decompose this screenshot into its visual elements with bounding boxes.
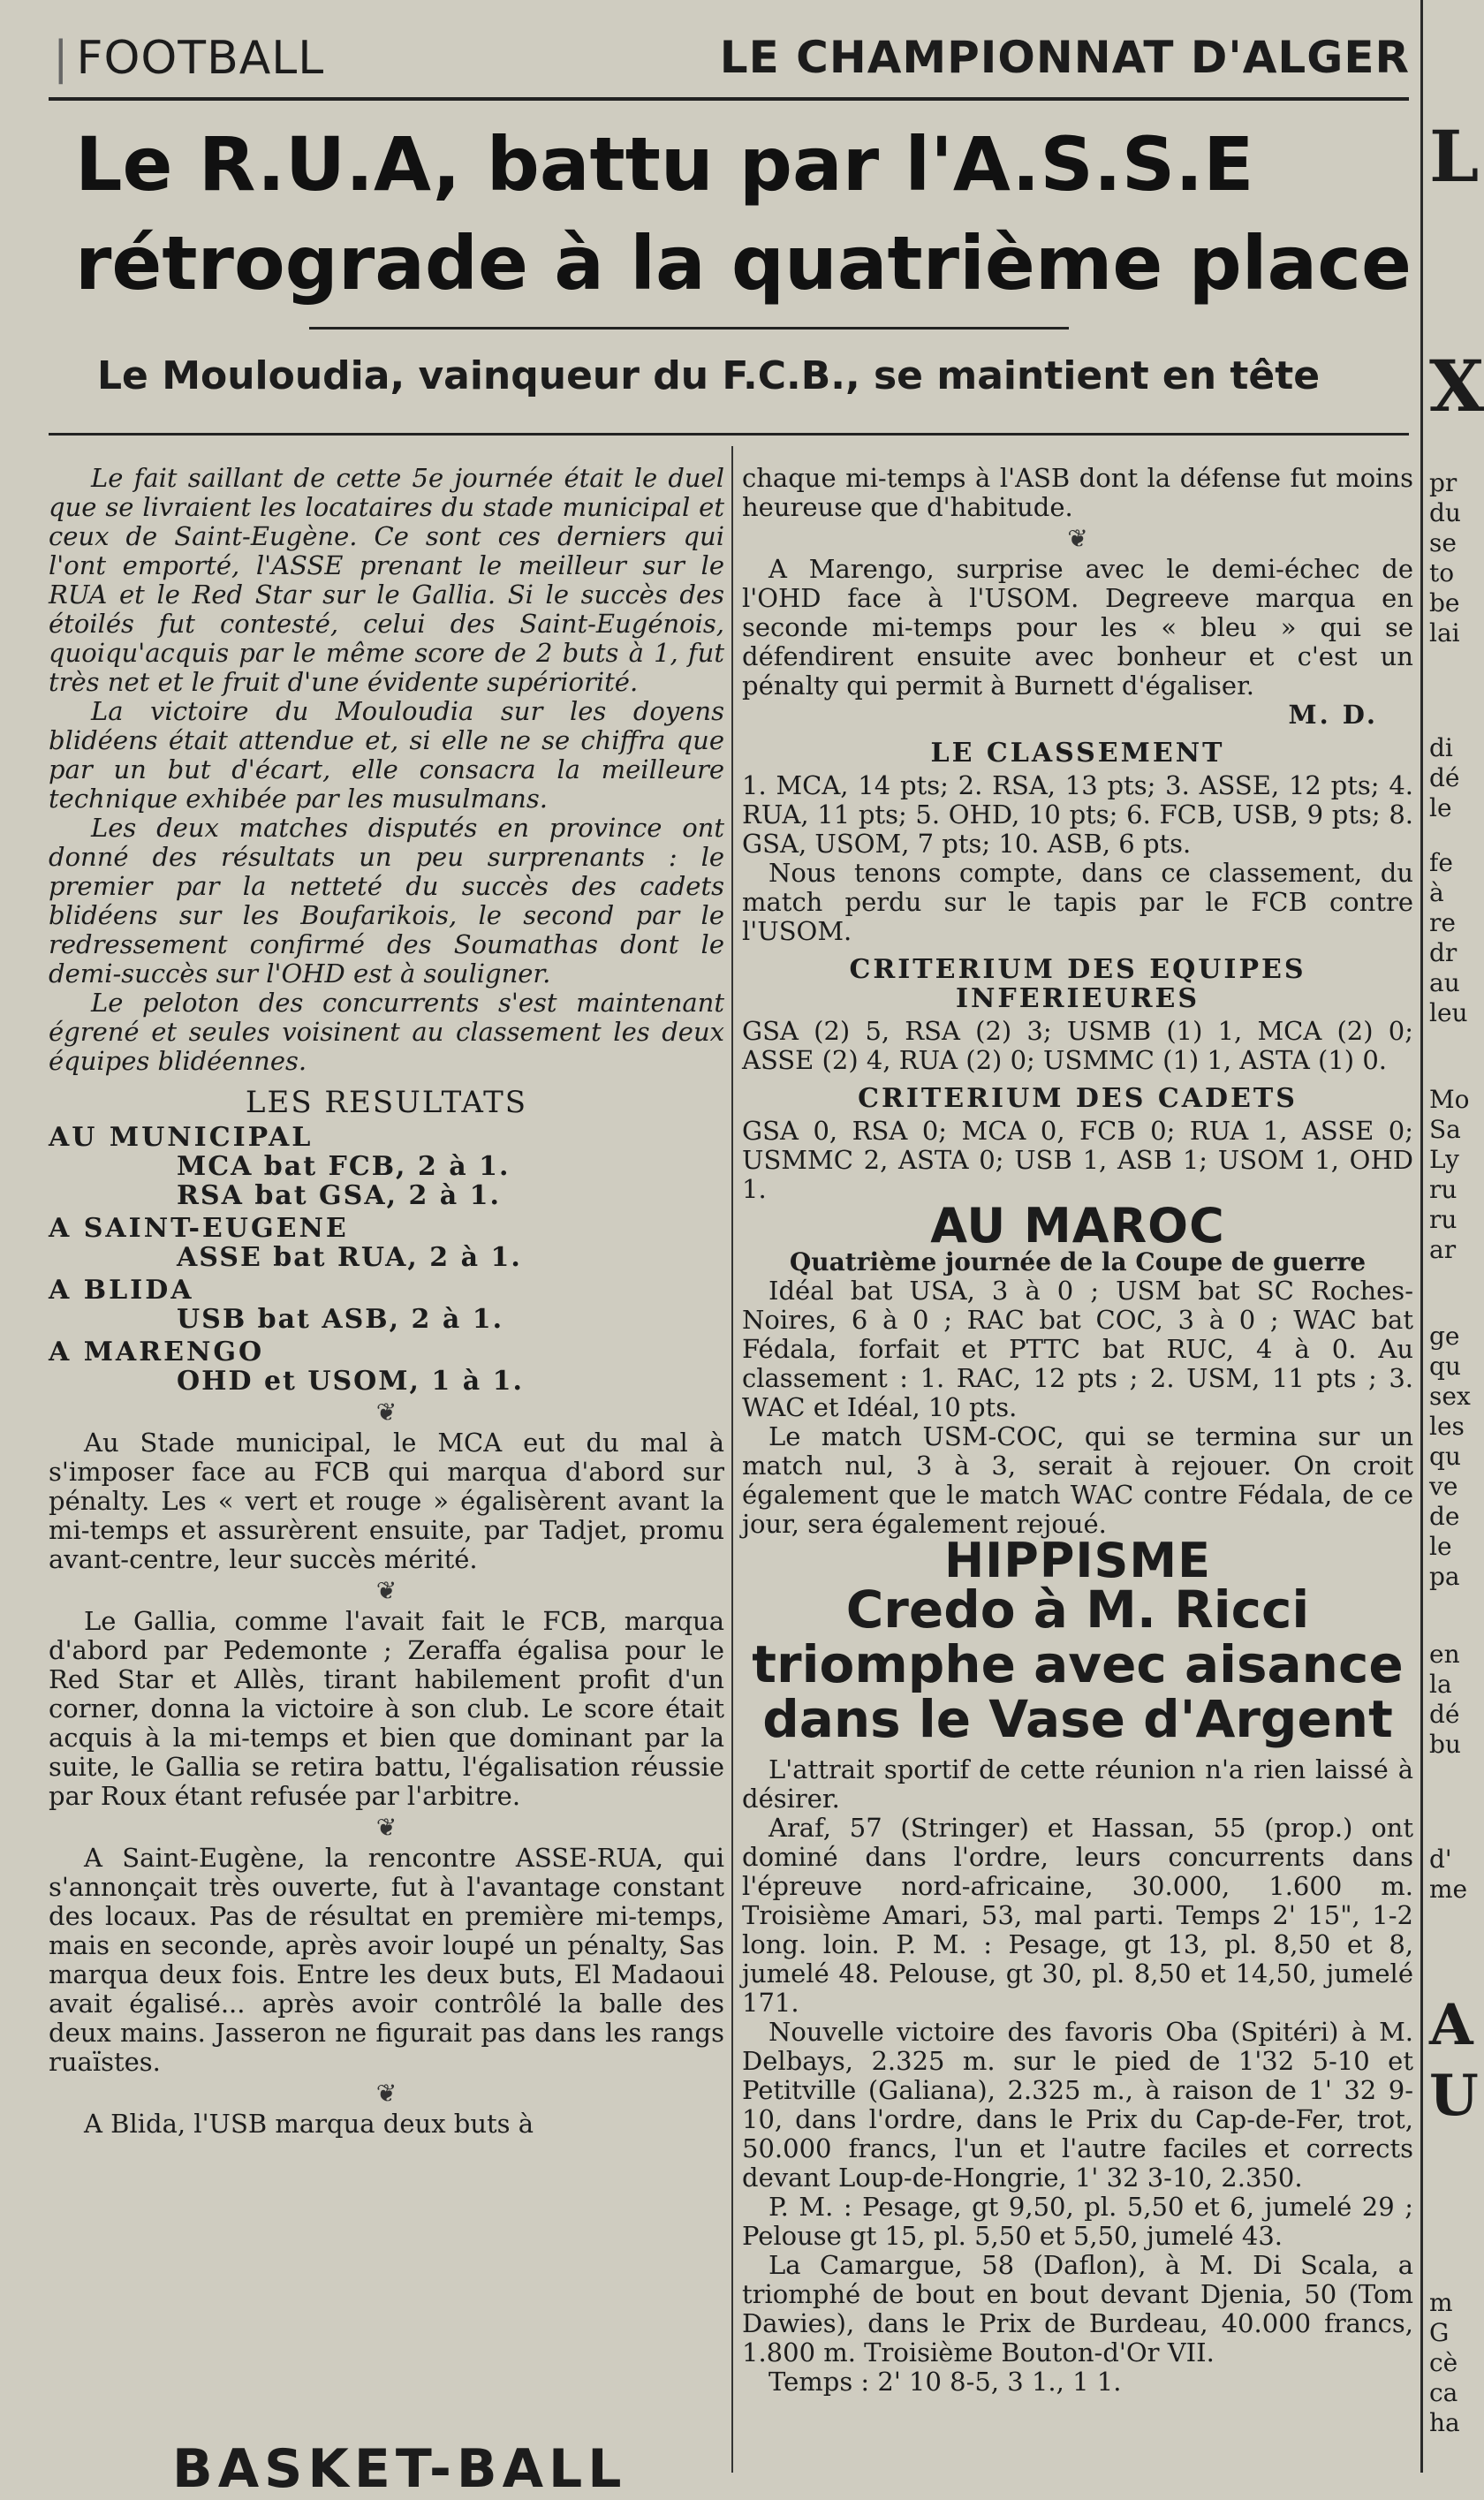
ornament-icon: ❦ [375,1813,398,1842]
basketball-heading: BASKET-BALL [172,2438,627,2500]
fragment-text: X [1429,345,1484,428]
fragment-text: ge [1429,1322,1460,1351]
race-headline-line: triomphe avec aisance [752,1634,1404,1694]
headline [75,115,1427,313]
fragment-text: ru [1429,1175,1458,1204]
report-paragraph: Au Stade municipal, le MCA eut du mal à s'imposer face au FCB qui marqua d'abord sur pénalty. Les « vert et rouge » égalisèrent avant la mi-temps et assurèrent ensuite, par Tadjet, promu avant-centre, leur succès mérité. [49,1428,724,1574]
reserves-results: GSA (2) 5, RSA (2) 3; USMB (1) 1, MCA (2) 0; ASSE (2) 4, RUA (2) 0; USMMC (1) 1, ASTA (1) 0. [742,1016,1413,1075]
fragment-text: di [1429,733,1453,762]
venue-heading: A MARENGO [49,1337,265,1367]
fragment-text: pr [1429,468,1458,497]
fragment-text: en [1429,1640,1460,1669]
subhead-rule [49,433,1409,436]
fragment-text: pa [1429,1562,1460,1591]
fragment-text: sex [1429,1382,1471,1411]
match-reports [49,1398,724,2139]
fragment-text: ha [1429,2408,1460,2437]
marengo-paragraph: A Marengo, surprise avec le demi-échec de l'OHD face à l'USOM. Degreeve marqua en seconde mi-temps pour les « bleu » qui se défendirent ensuite avec bonheur et c'est un pénalty qui permit à Burnett d'égaliser. [742,554,1413,701]
author-signature: M. D. [1288,700,1378,730]
column-divider [731,446,733,2473]
morocco-title: AU MAROC [930,1198,1225,1254]
fragment-text: bu [1429,1730,1461,1759]
fragment-text: to [1429,558,1455,587]
match-result: MCA bat FCB, 2 à 1. [177,1151,511,1182]
intro-paragraph: Le fait saillant de cette 5e journée était le duel que se livraient les locataires du stade municipal et ceux de Saint-Eugène. Ce sont ces derniers qui l'ont emporté, l'ASSE prenant le meilleur sur le RUA et le Red Star sur le Gallia. Si le succès des étoilés fut contesté, celui des Saint-Eugénois, quoiqu'acquis par le même score de 2 buts à 1, fut très net et le fruit d'une évidente supériorité. [49,463,724,697]
ornament-icon: ❦ [1067,524,1088,553]
top-rule [49,97,1409,101]
subheadline: Le Mouloudia, vainqueur du F.C.B., se maintient en tête [97,353,1321,398]
column-right [742,464,1413,2397]
race-paragraph: P. M. : Pesage, gt 9,50, pl. 5,50 et 6, jumelé 29 ; Pelouse gt 15, pl. 5,50 et 5,50, jumelé 43. [742,2192,1413,2251]
intro-paragraph: La victoire du Mouloudia sur les doyens blidéens était attendue et, si elle ne se chiffra que par un but d'écart, elle consacra la meilleure technique exhibée par les musulmans. [49,696,724,814]
cadets-title: CRITERIUM DES CADETS [858,1083,1298,1114]
morocco-note: Le match USM-COC, qui se termina sur un match nul, 3 à 3, serait à rejouer. On croit également que le match WAC contre Fédala, de ce jour, sera également rejoué. [742,1421,1413,1539]
reserves-title: CRITERIUM DES EQUIPES INFERIEURES [849,954,1306,1014]
report-paragraph: A Saint-Eugène, la rencontre ASSE-RUA, qui s'annonçait très ouverte, fut à l'avantage constant des locaux. Pas de résultat en première mi-temps, mais en seconde, après avoir loupé un pénalty, Sas marqua deux fois. Entre les deux buts, El Madaoui avait égalisé... après avoir contrôlé la balle des deux mains. Jasseron ne figurait pas dans les rangs ruaïstes. [49,1843,724,2077]
fragment-text: ru [1429,1205,1458,1234]
fragment-text: la [1429,1670,1452,1699]
race-headline [742,1580,1413,1749]
match-result: ASSE bat RUA, 2 à 1. [177,1242,522,1273]
standings-note: Nous tenons compte, dans ce classement, du match perdu sur le tapis par le FCB contre l'USOM. [742,858,1413,946]
fragment-text: se [1429,528,1457,557]
fragment-text: U [1429,2063,1479,2129]
fragment-text: me [1429,1875,1468,1904]
headline-rule [309,327,1069,330]
ornament-icon: ❦ [375,2079,398,2108]
fragment-text: dr [1429,938,1458,967]
race-paragraph: La Camargue, 58 (Daflon), à M. Di Scala, a triomphé de bout en bout devant Djenia, 50 (Tom Dawies), dans le Prix de Burdeau, 40.000 francs, 1.800 m. Troisième Bouton-d'Or VII. [742,2250,1413,2367]
fragment-text: Ly [1429,1145,1459,1174]
standings-text: 1. MCA, 14 pts; 2. RSA, 13 pts; 3. ASSE, 12 pts; 4. RUA, 11 pts; 5. OHD, 10 pts; 6. FCB, USB, 9 pts; 8. GSA, USOM, 7 pts; 10. ASB, 6 pts. [742,770,1413,859]
section-title-right: LE CHAMPIONNAT D'ALGER [719,32,1410,83]
fragment-text: ca [1429,2378,1458,2407]
results-title: LES RESULTATS [245,1085,528,1120]
headline-line-2: rétrograde à la quatrième place [75,220,1412,307]
intro-paragraph: Le peloton des concurrents s'est maintenant égrené et seules voisinent au classement les deux équipes blidéennes. [49,988,724,1076]
fragment-text: A [1429,1992,1473,2058]
continued-paragraph: chaque mi-temps à l'ASB dont la défense fut moins heureuse que d'habitude. [742,463,1413,522]
match-result: USB bat ASB, 2 à 1. [177,1304,504,1335]
fragment-text: dé [1429,763,1460,792]
match-result: OHD et USOM, 1 à 1. [177,1366,524,1397]
headline-line-1: Le R.U.A, battu par l'A.S.S.E [75,121,1254,208]
fragment-text: à [1429,878,1444,907]
fragment-text: Sa [1429,1115,1461,1144]
report-paragraph: Le Gallia, comme l'avait fait le FCB, marqua d'abord par Pedemonte ; Zeraffa égalisa pour le Red Star et Allès, tirant habilement profit d'un corner, donna la victoire à son club. Le score était acquis à la mi-temps et bien que dominant par la suite, le Gallia se retira battu, l'égalisation réussie par Roux étant refusée par l'arbitre. [49,1606,724,1811]
fragment-text: le [1429,1532,1452,1561]
fragment-text: qu [1429,1442,1461,1471]
adjacent-column-fragment [1426,0,1484,2473]
fragment-text: G [1429,2318,1450,2347]
fragment-text: re [1429,908,1456,937]
morocco-results: Idéal bat USA, 3 à 0 ; USM bat SC Roches-Noires, 6 à 0 ; RAC bat COC, 3 à 0 ; WAC bat Fédala, forfait et PTTC bat RUC, 4 à 0. Au classement : 1. RAC, 12 pts ; 2. USM, 11 pts ; 3. WAC et Idéal, 10 pts. [742,1276,1413,1422]
fragment-text: au [1429,968,1460,997]
fragment-text: dé [1429,1700,1460,1729]
intro-paragraph: Les deux matches disputés en province ont donné des résultats un peu surprenants : le premier par la netteté du succès des cadets blidéens sur les Boufarikois, le second par le redressement confirmé des Soumathas dont le demi-succès sur l'OHD est à souligner. [49,813,724,989]
cadets-results: GSA 0, RSA 0; MCA 0, FCB 0; RUA 1, ASSE 0; USMMC 2, ASTA 0; USB 1, ASB 1; USOM 1, OHD 1. [742,1116,1413,1204]
section-kicker: | FOOTBALL [53,32,325,85]
report-paragraph: A Blida, l'USB marqua deux buts à [84,2109,534,2139]
venue-heading: A SAINT-EUGENE [49,1213,349,1244]
right-column-divider [1420,0,1423,2473]
venue-heading: AU MUNICIPAL [49,1122,314,1153]
fragment-text: L [1429,115,1480,198]
fragment-text: be [1429,588,1460,617]
intro [49,464,724,1076]
standings-title: LE CLASSEMENT [930,738,1225,769]
fragment-text: lai [1429,618,1460,648]
fragment-text: ve [1429,1472,1458,1501]
fragment-text: cè [1429,2348,1458,2377]
race-headline-line: dans le Vase d'Argent [762,1689,1393,1749]
fragment-text: leu [1429,998,1468,1027]
fragment-text: m [1429,2288,1453,2317]
column-left [49,464,724,2139]
fragment-text: les [1429,1412,1465,1441]
fragment-text: le [1429,793,1452,822]
race-headline-line: Credo à M. Ricci [845,1580,1310,1640]
match-result: RSA bat GSA, 2 à 1. [177,1180,502,1211]
fragment-text: de [1429,1502,1460,1531]
fragment-text: Mo [1429,1085,1470,1114]
venue-heading: A BLIDA [49,1275,194,1306]
ornament-icon: ❦ [375,1576,398,1605]
horse-racing-title: HIPPISME [943,1533,1212,1588]
fragment-text: du [1429,498,1461,527]
fragment-text: ar [1429,1235,1457,1264]
morocco-subtitle: Quatrième journée de la Coupe de guerre [789,1247,1367,1277]
fragment-text: d' [1429,1845,1452,1874]
race-paragraph: Temps : 2' 10 8-5, 3 1., 1 1. [768,2367,1122,2397]
race-paragraph: L'attrait sportif de cette réunion n'a rien laissé à désirer. [742,1754,1413,1814]
fragment-text: fe [1429,848,1453,877]
fragment-text: qu [1429,1352,1461,1381]
ornament-icon: ❦ [375,1398,398,1427]
race-paragraph: Araf, 57 (Stringer) et Hassan, 55 (prop.) ont dominé dans l'ordre, leurs concurrents dans l'épreuve nord-africaine, 30.000, 1.600 m. Troisième Amari, 53, mal parti. Temps 2' 15", 1-2 long. loin. P. M. : Pesage, gt 13, pl. 8,50 et 8, jumelé 48. Pelouse, gt 30, pl. 8,50 et 14,50, jumelé 171. [742,1813,1413,2018]
race-paragraph: Nouvelle victoire des favoris Oba (Spitéri) à M. Delbays, 2.325 m. sur le pied de 1'32 5-10 et Petitville (Galiana), 2.325 m., à raison de 1' 32 9-10, dans l'ordre, dans le Prix du Cap-de-Fer, trot, 50.000 francs, l'un et l'autre faciles et corrects devant Loup-de-Hongrie, 1' 32 3-10, 2.350. [742,2017,1413,2193]
